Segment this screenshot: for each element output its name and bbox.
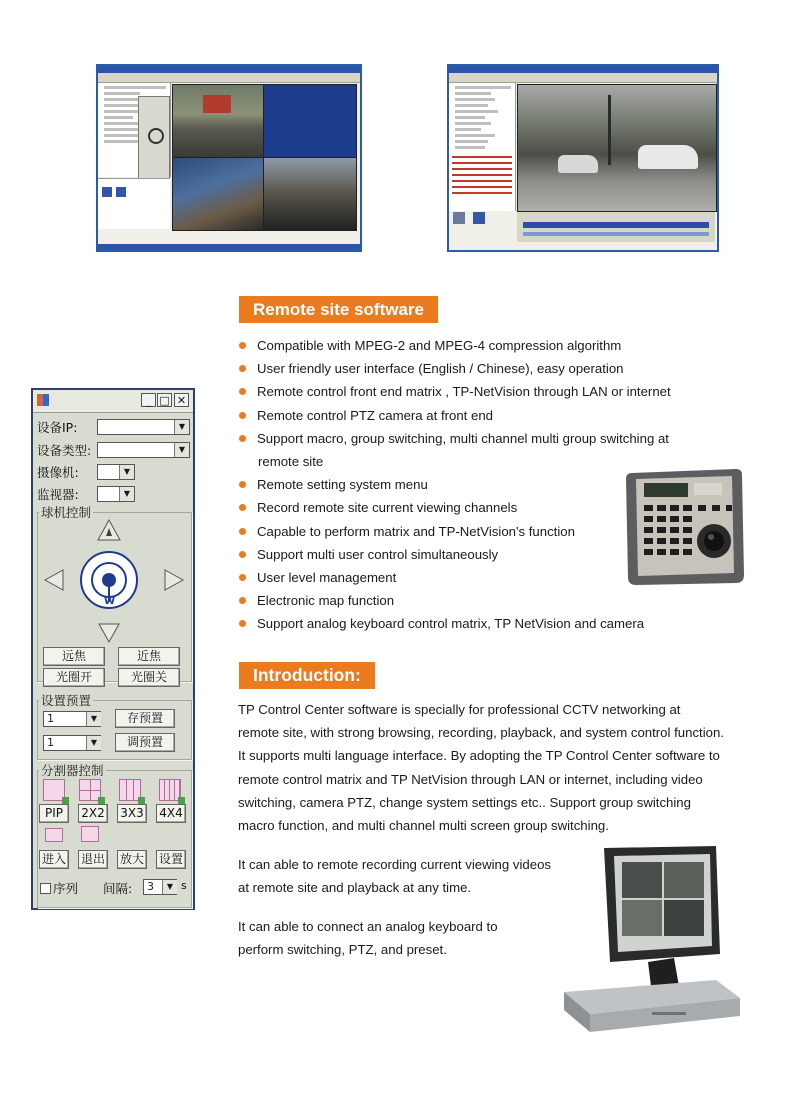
preset-select-2[interactable]: 1 [43, 735, 101, 751]
preset-group-label: 设置预置 [41, 693, 92, 708]
save-preset-button[interactable]: 存预置 [115, 709, 175, 728]
enter-button[interactable]: 进入 [39, 850, 69, 869]
ptz-keyboard-image [622, 465, 746, 589]
close-button[interactable]: ✕ [174, 393, 189, 407]
enter-splitter-icon [45, 828, 63, 842]
introduction-paragraph [238, 698, 788, 837]
list-item: Record remote site current viewing channels [238, 496, 778, 519]
title-bar [33, 390, 193, 413]
app-icon [37, 394, 49, 406]
paragraph-line: perform switching, PTZ, and preset. [238, 942, 447, 958]
preset-select-1[interactable]: 1 [43, 711, 101, 727]
ptz-control-panel: _ □ ✕ 设备IP: ▼ 设备类型: ▼ 摄像机: ▼ 监视器: ▼ 球机控制 W 远焦 近焦 光圈开 光圈关 设置预置 1 ▼ 1 ▼ 存预置 调预置 分割器控制 PIP 2X2 3X3 4X4 进入 退出 放大 设置 序列 间隔: 3 ▼ s [31, 388, 195, 910]
interval-unit: s [181, 879, 187, 892]
paragraph-line: at remote site and playback at any time. [238, 880, 472, 896]
list-item: User level management [238, 566, 778, 589]
video-feed-3 [172, 157, 264, 231]
remote-site-heading: Remote site software [239, 296, 438, 323]
list-item: Remote control PTZ camera at front end [238, 404, 778, 427]
layout-3x3-button[interactable]: 3X3 [117, 804, 147, 823]
video-feed-1 [172, 84, 264, 158]
tilt-down-arrow-icon[interactable] [99, 624, 119, 642]
software-screenshot-left [96, 64, 362, 252]
list-item: User friendly user interface (English / Chinese), easy operation [238, 357, 778, 380]
keyboard-paragraph [238, 915, 598, 961]
paragraph-line: It can able to remote recording current viewing videos [238, 857, 551, 872]
list-item: Electronic map function [238, 589, 778, 612]
exit-button[interactable]: 退出 [78, 850, 108, 869]
software-screenshot-right [447, 64, 719, 252]
sequence-label: 序列 [53, 881, 79, 896]
minimize-button[interactable]: _ [141, 393, 156, 407]
list-item: Remote control front end matrix , TP-NetVision through LAN or internet [238, 380, 778, 403]
iris-close-button[interactable]: 光圈关 [118, 668, 180, 687]
camera-select[interactable]: ▼ [97, 464, 135, 480]
quad-layout-icon[interactable] [79, 779, 101, 801]
near-focus-button[interactable]: 近焦 [118, 647, 180, 666]
interval-label: 间隔: [103, 881, 133, 896]
joystick-letter: W [104, 596, 116, 607]
paragraph-line: remote control matrix and TP NetVision through LAN or internet, including video [238, 771, 703, 787]
sixteen-layout-icon[interactable] [159, 779, 181, 801]
paragraph-line: macro function, and multi channel multi screen group switching. [238, 818, 609, 834]
sequence-checkbox[interactable] [40, 883, 51, 894]
parking-lot-video [517, 84, 717, 212]
ptz-direction-pad [41, 516, 187, 646]
layout-2x2-button[interactable]: 2X2 [78, 804, 108, 823]
device-type-label: 设备类型: [37, 443, 92, 458]
setup-button[interactable]: 设置 [156, 850, 186, 869]
joystick-knob-icon[interactable] [102, 573, 116, 587]
layout-4x4-button[interactable]: 4X4 [156, 804, 186, 823]
monitor-dvr-image [556, 842, 746, 1038]
paragraph-line: It supports multi language interface. By adopting the TP Control Center software to [238, 748, 720, 764]
list-item: Support analog keyboard control matrix, TP NetVision and camera [238, 612, 778, 635]
pip-layout-icon[interactable] [43, 779, 65, 801]
list-item: Support multi user control simultaneously [238, 543, 778, 566]
camera-label: 摄像机: [37, 465, 79, 480]
interval-select[interactable]: 3 [143, 879, 177, 895]
pan-right-arrow-icon[interactable] [165, 570, 183, 590]
nine-layout-icon[interactable] [119, 779, 141, 801]
paragraph-line: switching, camera PTZ, change system settings etc.. Support group switching [238, 794, 691, 810]
device-ip-label: 设备IP: [37, 420, 78, 435]
dome-control-label: 球机控制 [41, 505, 92, 520]
pip-button[interactable]: PIP [39, 804, 69, 823]
splitter-group-label: 分割器控制 [41, 763, 104, 778]
monitor-select[interactable]: ▼ [97, 486, 135, 502]
list-item: Support macro, group switching, multi channel multi group switching at [238, 427, 778, 450]
monitor-label: 监视器: [37, 487, 79, 502]
device-ip-select[interactable]: ▼ [97, 419, 190, 435]
introduction-heading: Introduction: [239, 662, 375, 689]
exit-splitter-icon [81, 826, 99, 842]
zoom-button[interactable]: 放大 [117, 850, 147, 869]
paragraph-line: It can able to connect an analog keyboard to [238, 919, 498, 934]
device-type-select[interactable]: ▼ [97, 442, 190, 458]
recording-paragraph [238, 853, 598, 899]
far-focus-button[interactable]: 远焦 [43, 647, 105, 666]
list-item: Compatible with MPEG-2 and MPEG-4 compression algorithm [238, 334, 778, 357]
pan-left-arrow-icon[interactable] [45, 570, 63, 590]
paragraph-line: TP Control Center software is specially for professional CCTV networking at [238, 702, 681, 717]
call-preset-button[interactable]: 调预置 [115, 733, 175, 752]
iris-open-button[interactable]: 光圈开 [43, 668, 105, 687]
video-feed-4 [263, 157, 357, 231]
maximize-button[interactable]: □ [157, 393, 172, 407]
list-item: Capable to perform matrix and TP-NetVision's function [238, 520, 778, 543]
list-item-continuation: remote site [258, 454, 324, 470]
paragraph-line: remote site, with strong browsing, recording, playback, and system control function. [238, 725, 724, 741]
video-feed-2 [263, 84, 357, 158]
list-item: Remote setting system menu [238, 473, 778, 496]
